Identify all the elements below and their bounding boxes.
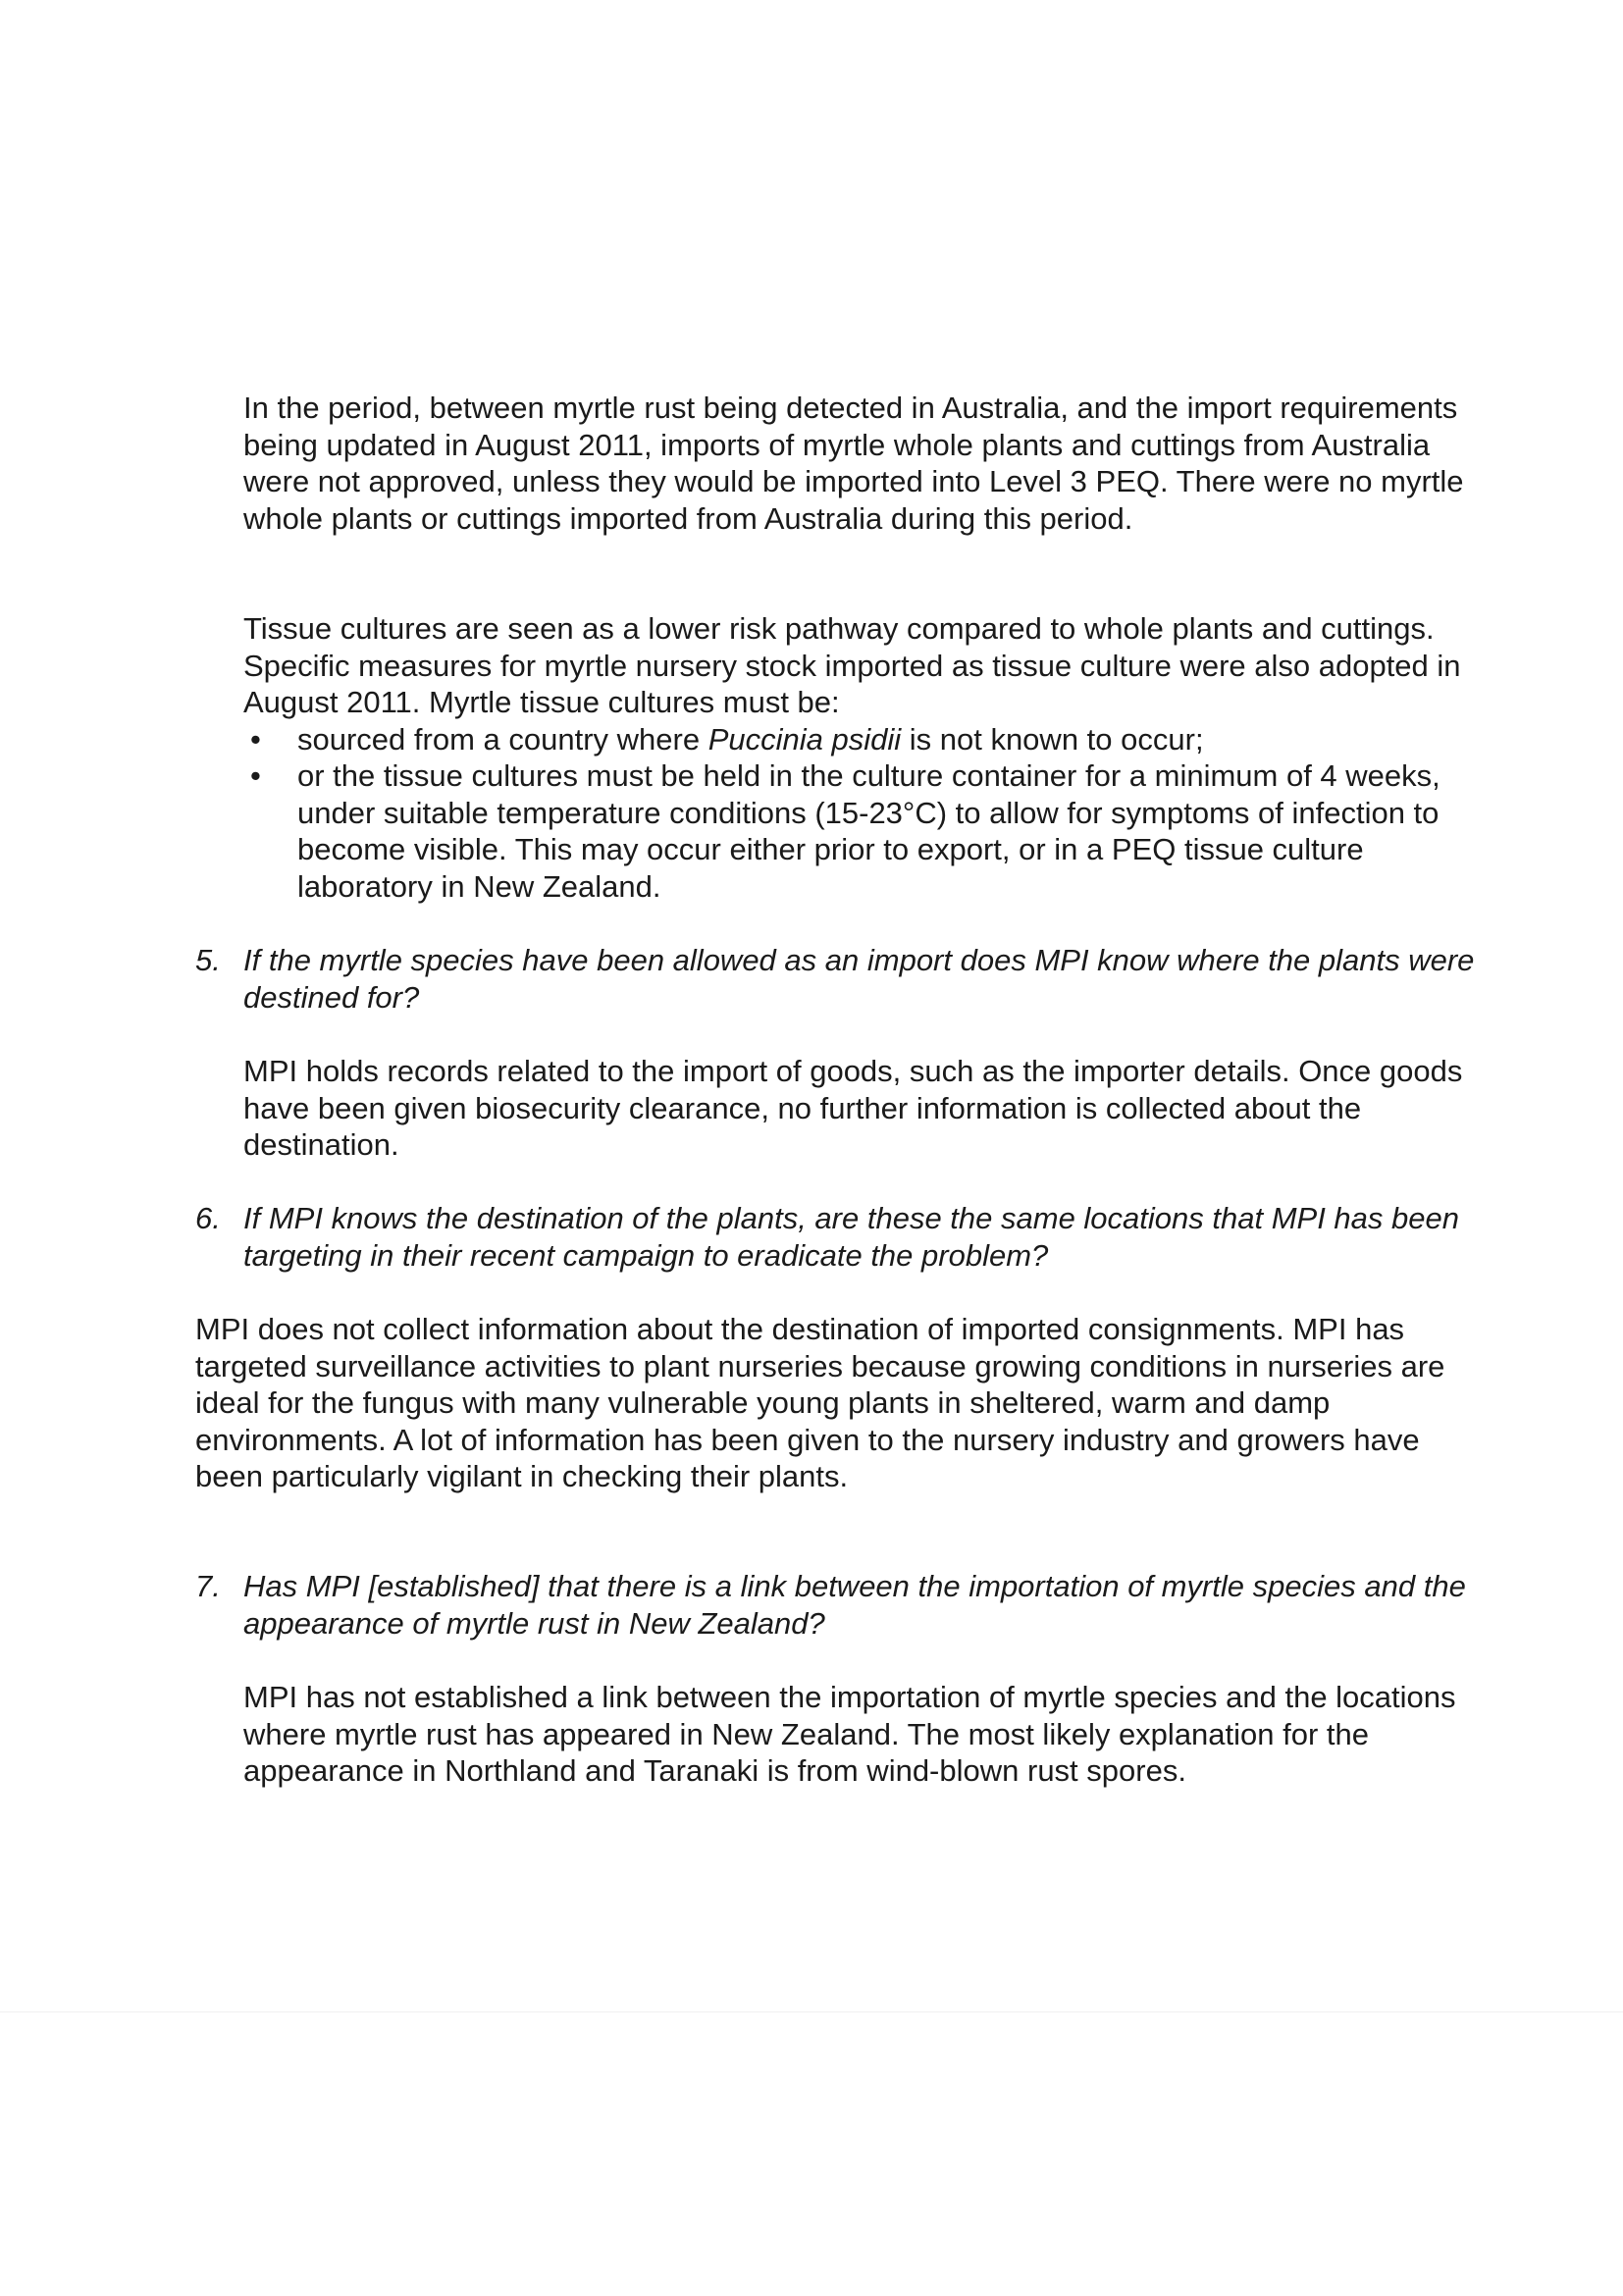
question-5 <box>195 942 1491 1016</box>
bullet-icon: • <box>250 721 261 757</box>
question-6 <box>195 1200 1491 1274</box>
answer-6: MPI does not collect information about the destination of imported consignments. MPI has targeted surveillance activities to plant nurseries because growing conditions in nurseries are ideal for the fungus with many vulnerable young plants in sheltered, warm and damp environments. A lot of information has been given to the nursery industry and growers have been particularly vigilant in checking their plants. <box>195 1312 1445 1493</box>
question-number: 5. <box>195 943 221 977</box>
list-item: • or the tissue cultures must be held in the culture container for a minimum of 4 weeks, under suitable temperature conditions (15-23°C) to allow for symptoms of infection to become visible. This may occur either prior to export, or in a PEQ tissue culture laboratory in New Zealand. <box>250 758 1440 904</box>
question-number: 6. <box>195 1201 221 1235</box>
question-text: Has MPI [established] that there is a link between the importation of myrtle species and the appearance of myrtle rust in New Zealand? <box>243 1569 1466 1641</box>
paragraph-tissue-cultures: Tissue cultures are seen as a lower risk pathway compared to whole plants and cuttings. Specific measures for myrtle nursery stock imported as tissue culture were also adopted in August 2011. Myrtle tissue cultures must be: <box>243 611 1461 719</box>
question-7 <box>195 1568 1491 1642</box>
question-number: 7. <box>195 1569 221 1603</box>
question-text: If MPI knows the destination of the plants, are these the same locations that MPI has been targeting in their recent campaign to eradicate the problem? <box>243 1201 1459 1273</box>
species-name: Puccinia psidii <box>707 721 902 757</box>
bullet-icon: • <box>250 758 261 793</box>
question-text: If the myrtle species have been allowed as an import does MPI know where the plants were destined for? <box>243 943 1475 1015</box>
bullet-list <box>243 721 1490 906</box>
answer-5: MPI holds records related to the import of goods, such as the importer details. Once goods have been given biosecurity clearance, no further information is collected about the destination. <box>243 1054 1463 1162</box>
list-item: • sourced from a country where Puccinia psidii is not known to occur; <box>250 721 1204 757</box>
tissue-culture-section <box>243 610 1490 905</box>
answer-7: MPI has not established a link between the importation of myrtle species and the locations where myrtle rust has appeared in New Zealand. The most likely explanation for the appearance in Northland and Taranaki is from wind-blown rust spores. <box>243 1680 1456 1788</box>
scan-artifact-line <box>0 2011 1623 2012</box>
paragraph-import-period: In the period, between myrtle rust being detected in Australia, and the import requirements being updated in August 2011, imports of myrtle whole plants and cuttings from Australia were not approved, unless they would be imported into Level 3 PEQ. There were no myrtle whole plants or cuttings imported from Australia during this period. <box>243 391 1464 536</box>
